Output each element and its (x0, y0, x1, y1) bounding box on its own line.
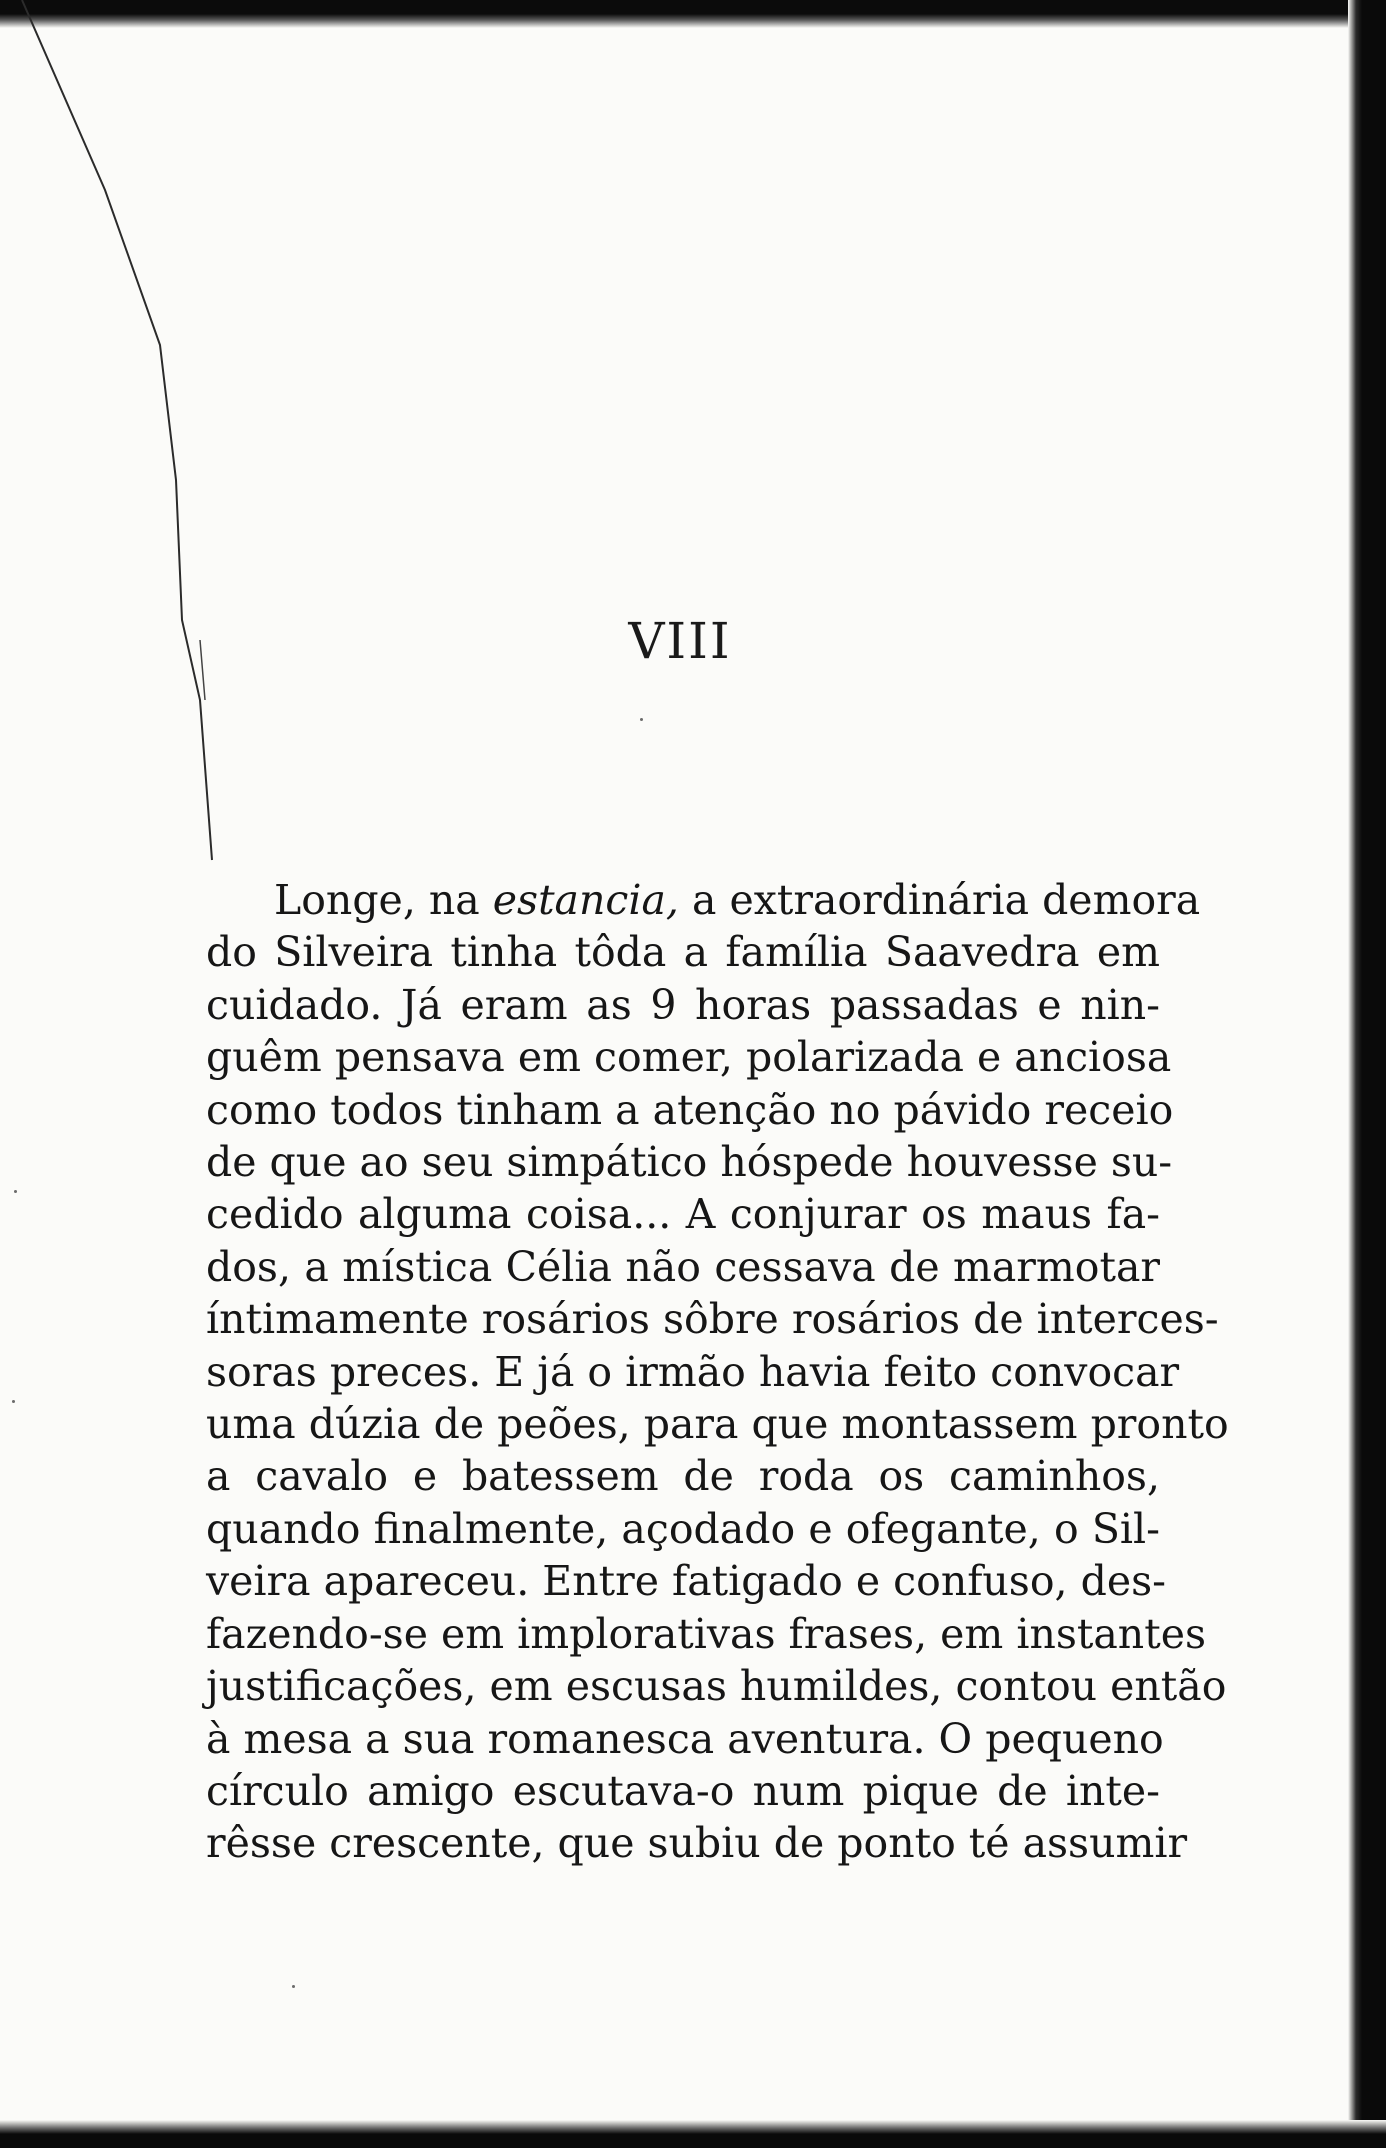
text-line: a cavalo e batessem de roda os caminhos, (206, 1452, 1160, 1501)
italic-word-estancia: estancia, (492, 876, 679, 924)
text-line: fazendo-se em implorativas frases, em instantes (206, 1609, 1206, 1658)
text-line: cedido alguma coisa... A conjurar os maus fa- (206, 1190, 1160, 1239)
chapter-heading: VIII (628, 612, 732, 670)
scan-right-border (1348, 0, 1386, 2148)
text-line-before-italic: Longe, na (274, 876, 493, 924)
text-line (206, 874, 1201, 926)
text-line: íntimamente rosários sôbre rosários de interces- (206, 1295, 1219, 1344)
scan-speck (14, 1190, 17, 1193)
text-line: como todos tinham a atenção no pávido receio (206, 1085, 1174, 1134)
scan-speck (12, 1400, 15, 1403)
paper-fold-line (0, 0, 260, 900)
text-line: dos, a mística Célia não cessava de marmotar (206, 1242, 1160, 1291)
scan-speck (292, 1985, 295, 1988)
scan-speck (640, 718, 643, 721)
text-line: uma dúzia de peões, para que montassem pronto (206, 1400, 1229, 1449)
text-line: do Silveira tinha tôda a família Saavedra em (206, 928, 1160, 977)
text-line: rêsse crescente, que subiu de ponto té assumir (206, 1819, 1188, 1868)
scan-bottom-border (0, 2120, 1386, 2148)
text-line: círculo amigo escutava-o num pique de inte- (206, 1766, 1160, 1815)
text-line: guêm pensava em comer, polarizada e anciosa (206, 1033, 1172, 1082)
text-line: soras preces. E já o irmão havia feito convocar (206, 1347, 1180, 1396)
text-line: de que ao seu simpático hóspede houvesse su- (206, 1138, 1173, 1187)
text-line: à mesa a sua romanesca aventura. O pequeno (206, 1714, 1164, 1763)
text-line: justificações, em escusas humildes, contou então (206, 1662, 1227, 1711)
text-line-after-italic: a extraordinária demora (678, 876, 1201, 924)
text-line: veira apareceu. Entre fatigado e confuso, des- (206, 1557, 1166, 1606)
chapter-paragraph (206, 874, 1229, 1870)
text-line: cuidado. Já eram as 9 horas passadas e nin- (206, 980, 1160, 1029)
text-line: quando finalmente, açodado e ofegante, o Sil- (206, 1504, 1160, 1553)
